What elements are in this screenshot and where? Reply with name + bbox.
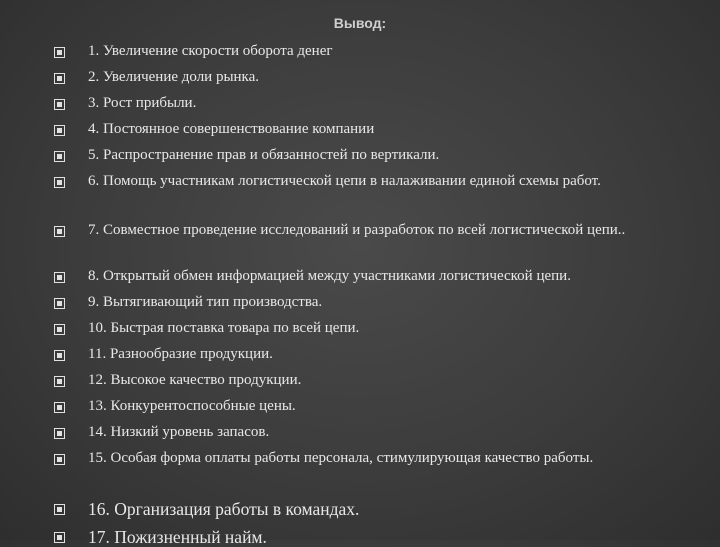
square-bullet-icon <box>54 177 65 188</box>
slide-title-text: Вывод: <box>333 15 387 31</box>
square-bullet-icon <box>54 226 65 237</box>
square-bullet-icon <box>54 99 65 110</box>
slide-title <box>0 15 720 31</box>
square-bullet-icon <box>54 376 65 387</box>
list-item-text: 9. Вытягивающий тип производства. <box>88 294 323 310</box>
list-item-text: 4. Постоянное совершенствование компании <box>88 121 375 137</box>
list-item-text: 16. Организация работы в командах. <box>88 499 360 519</box>
square-bullet-icon <box>54 532 65 543</box>
list-item-text: 14. Низкий уровень запасов. <box>88 424 270 440</box>
list-item-text: 11. Разнообразие продукции. <box>88 346 273 362</box>
square-bullet-icon <box>54 47 65 58</box>
square-bullet-icon <box>54 272 65 283</box>
list-item-text: 10. Быстрая поставка товара по всей цепи. <box>88 320 360 336</box>
list-item-text: 1. Увеличение скорости оборота денег <box>88 43 333 59</box>
square-bullet-icon <box>54 350 65 361</box>
list-item-text: 17. Пожизненный найм. <box>88 527 267 547</box>
square-bullet-icon <box>54 428 65 439</box>
list-item-text: 15. Особая форма оплаты работы персонала, стимулирующая качество работы. <box>88 450 594 466</box>
square-bullet-icon <box>54 454 65 465</box>
square-bullet-icon <box>54 73 65 84</box>
square-bullet-icon <box>54 504 65 515</box>
list-item-text: 6. Помощь участникам логистической цепи в налаживании единой схемы работ. <box>88 173 601 189</box>
list-item-text: 12. Высокое качество продукции. <box>88 372 302 388</box>
square-bullet-icon <box>54 324 65 335</box>
square-bullet-icon <box>54 298 65 309</box>
list-item-text: 7. Совместное проведение исследований и разработок по всей логистической цепи.. <box>88 222 626 238</box>
list-item-text: 2. Увеличение доли рынка. <box>88 69 260 85</box>
list-item-text: 5. Распространение прав и обязанностей по вертикали. <box>88 147 440 163</box>
square-bullet-icon <box>54 151 65 162</box>
square-bullet-icon <box>54 402 65 413</box>
list-item-text: 8. Открытый обмен информацией между участниками логистической цепи. <box>88 268 571 284</box>
list-item-text: 13. Конкурентоспособные цены. <box>88 398 296 414</box>
square-bullet-icon <box>54 125 65 136</box>
list-item-text: 3. Рост прибыли. <box>88 95 197 111</box>
